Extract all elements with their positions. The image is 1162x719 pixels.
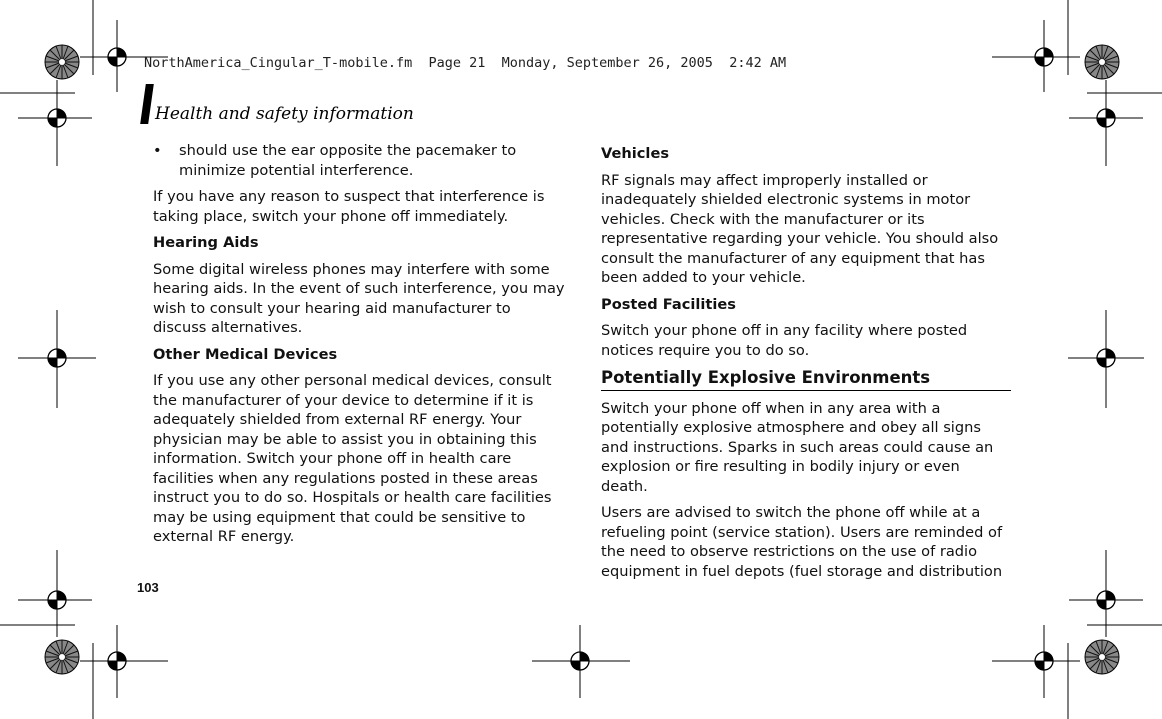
right-column xyxy=(601,141,1011,588)
paragraph-interference: If you have any reason to suspect that interference is taking place, switch your phone off immediately. xyxy=(153,188,545,225)
paragraph-other-medical-devices: If you use any other personal medical devices, consult the manufacturer of your device to determine if it is adequately shielded from external RF energy. Your physician may be able to assist you in obtaining this information. Switch your phone off in health care facilities when any regulations posted in these areas instruct you to do so. Hospitals or health care facilities may be using equipment that could be sensitive to external RF energy. xyxy=(153,372,552,545)
framemaker-header: NorthAmerica_Cingular_T-mobile.fm Page 21 Monday, September 26, 2005 2:42 AM xyxy=(144,55,787,71)
paragraph-hearing-aids: Some digital wireless phones may interfere with some hearing aids. In the event of such interference, you may wish to consult your hearing aid manufacturer to discuss alternatives. xyxy=(153,260,565,336)
paragraph-posted-facilities: Switch your phone off in any facility where posted notices require you to do so. xyxy=(601,322,968,359)
bullet-text: should use the ear opposite the pacemaker to minimize potential interference. xyxy=(179,142,517,179)
heading-posted-facilities: Posted Facilities xyxy=(601,295,736,313)
heading-explosive-environments: Potentially Explosive Environments xyxy=(601,368,1011,391)
paragraph-explosive-1: Switch your phone off when in any area with a potentially explosive atmosphere and obey all signs and instructions. Sparks in such areas could cause an explosion or fire resulting in bodily injury or even death. xyxy=(601,399,994,495)
section-header: Health and safety information xyxy=(155,104,414,124)
heading-hearing-aids: Hearing Aids xyxy=(153,234,259,251)
bullet-item xyxy=(153,141,565,180)
left-column xyxy=(153,141,565,554)
bullet-dot: • xyxy=(153,142,162,159)
heading-other-medical-devices: Other Medical Devices xyxy=(153,345,338,363)
paragraph-explosive-2: Users are advised to switch the phone off while at a refueling point (service station). Users are reminded of the need to observe restrictions on the use of radio equipment in fuel depots (fuel storage and distribution xyxy=(601,504,1003,580)
paragraph-vehicles: RF signals may affect improperly installed or inadequately shielded electronic systems in motor vehicles. Check with the manufacturer or its representative regarding your vehicle. You should also consult the manufacturer of any equipment that has been added to your vehicle. xyxy=(601,171,999,286)
page-number: 103 xyxy=(137,580,159,595)
heading-vehicles: Vehicles xyxy=(601,145,670,162)
